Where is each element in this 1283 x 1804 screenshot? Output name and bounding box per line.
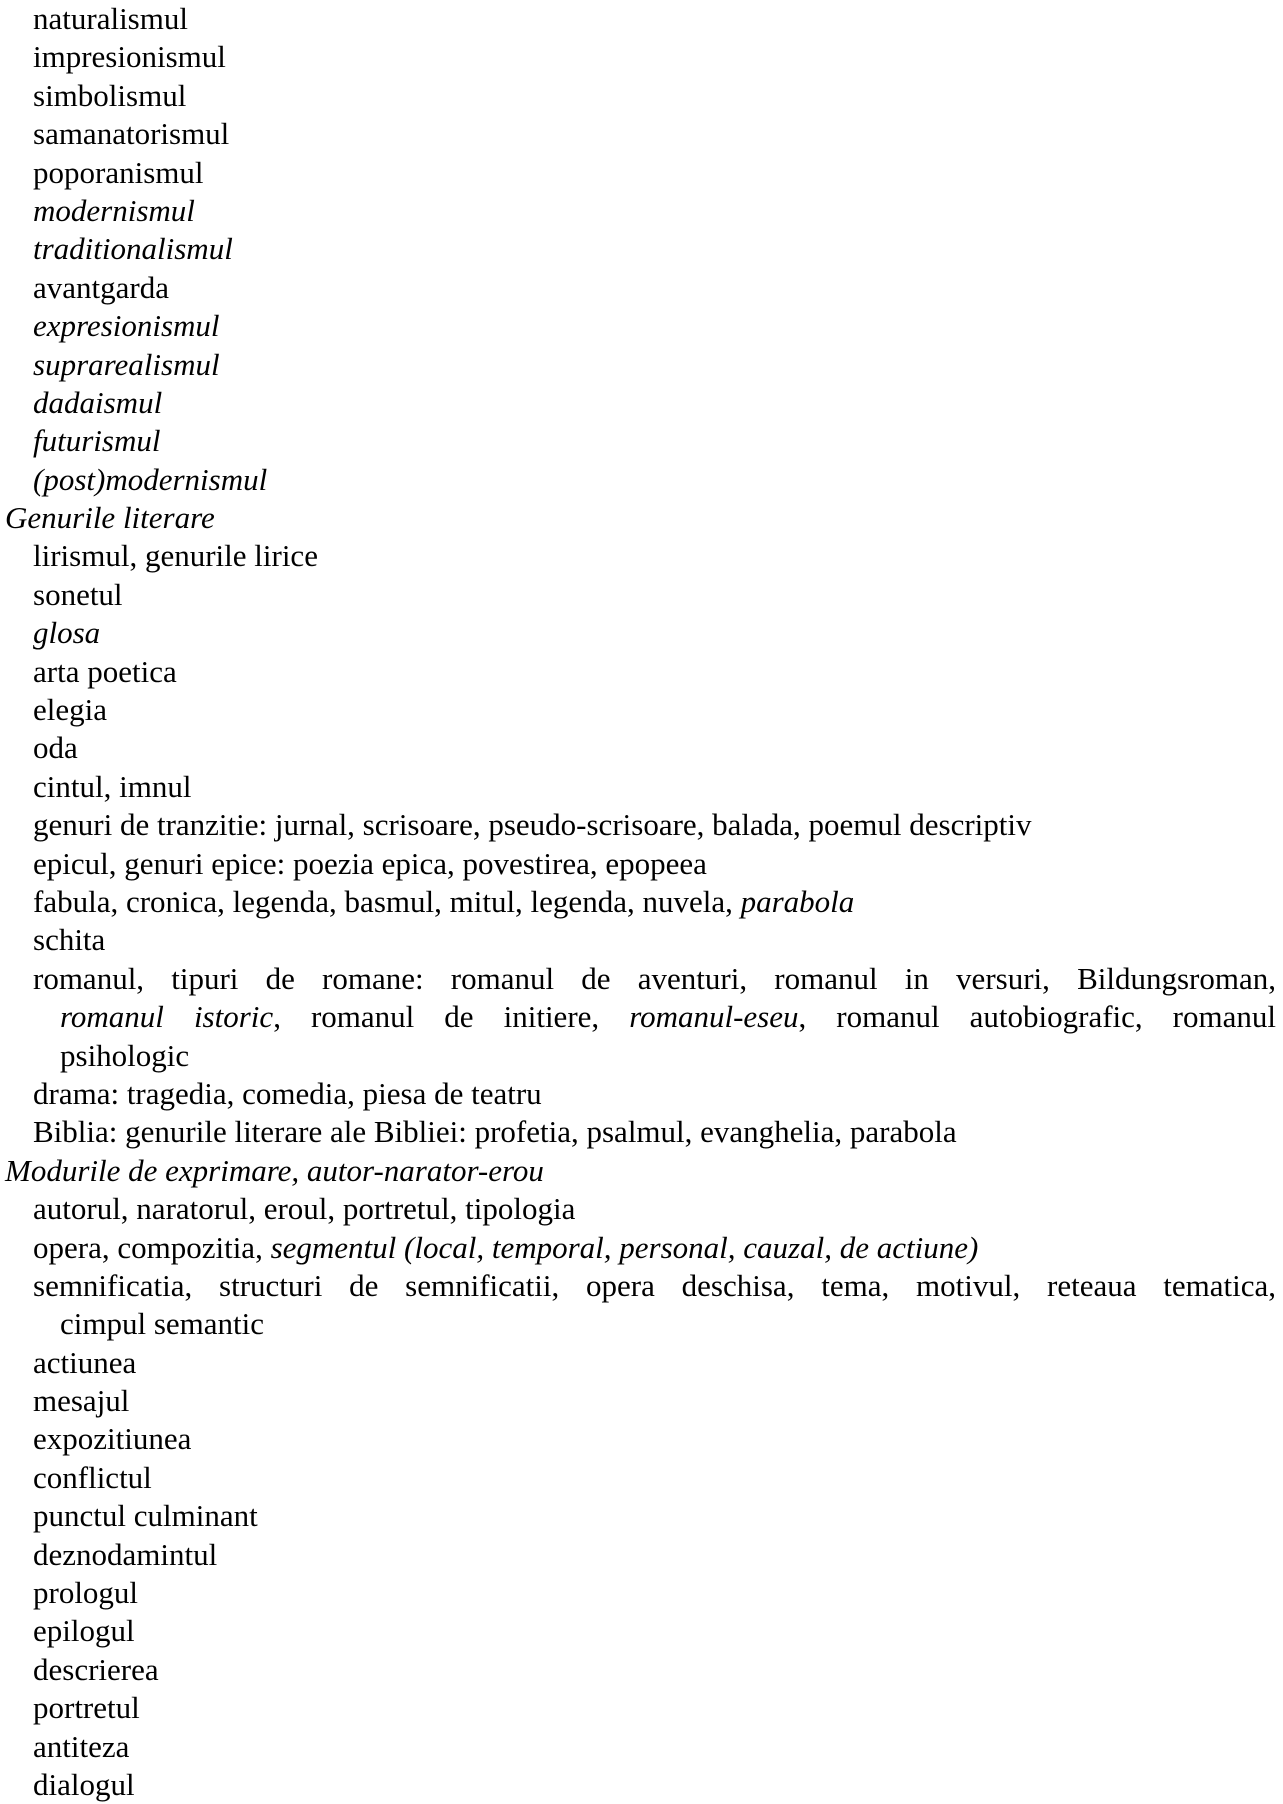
list-item: [0, 230, 1283, 268]
list-item: [0, 1344, 1283, 1382]
term-text: , romanul de initiere,: [273, 999, 630, 1035]
list-item: [0, 115, 1283, 153]
list-item: [0, 38, 1283, 76]
list-item: [0, 1651, 1283, 1689]
italic-term: futurismul: [33, 423, 161, 459]
italic-term: dadaismul: [33, 384, 163, 420]
term-text: actiunea: [33, 1344, 137, 1380]
term-text: samanatorismul: [33, 116, 230, 152]
term-text: fabula, cronica, legenda, basmul, mitul, legenda, nuvela,: [33, 883, 741, 919]
term-text: Biblia: genurile literare ale Bibliei: profetia, psalmul, evanghelia, parabola: [33, 1114, 957, 1150]
list-item: [0, 614, 1283, 652]
list-item: [0, 1459, 1283, 1497]
section-heading: [0, 499, 1283, 537]
list-item: [0, 346, 1283, 384]
list-item: [0, 0, 1283, 38]
term-text: avantgarda: [33, 269, 169, 305]
list-item: [0, 384, 1283, 422]
list-item: [0, 1075, 1283, 1113]
list-item: [0, 461, 1283, 499]
term-text: impresionismul: [33, 39, 226, 75]
term-text: deznodamintul: [33, 1536, 218, 1572]
list-item: [0, 537, 1283, 575]
list-item-continuation: [0, 1037, 1283, 1075]
term-text: arta poetica: [33, 653, 177, 689]
italic-term: romanul istoric: [60, 999, 274, 1035]
italic-term: traditionalismul: [33, 231, 233, 267]
list-item-continuation: [0, 1305, 1283, 1343]
term-text: semnificatia, structuri de semnificatii, opera deschisa, tema, motivul, reteaua tematica,: [33, 1267, 1276, 1303]
list-item: [0, 1382, 1283, 1420]
italic-term: (post)modernismul: [33, 461, 268, 497]
list-item: [0, 1612, 1283, 1650]
term-text: mesajul: [33, 1383, 130, 1419]
section-heading: [0, 1152, 1283, 1190]
list-item: [0, 576, 1283, 614]
term-text: lirismul, genurile lirice: [33, 538, 318, 574]
list-item: [0, 269, 1283, 307]
term-text: portretul: [33, 1690, 140, 1726]
term-text: genuri de tranzitie: jurnal, scrisoare, pseudo-scrisoare, balada, poemul descriptiv: [33, 807, 1032, 843]
italic-term: romanul-eseu: [629, 999, 799, 1035]
term-text: autorul, naratorul, eroul, portretul, tipologia: [33, 1191, 576, 1227]
italic-term: suprarealismul: [33, 346, 220, 382]
term-text: opera, compozitia,: [33, 1229, 271, 1265]
list-item: [0, 1229, 1283, 1267]
term-text: dialogul: [33, 1766, 135, 1802]
term-text: descrierea: [33, 1651, 159, 1687]
list-item: [0, 1766, 1283, 1804]
term-text: , romanul autobiografic, romanul: [798, 999, 1276, 1035]
list-item: [0, 1113, 1283, 1151]
term-text: prologul: [33, 1575, 139, 1611]
term-text: sonetul: [33, 576, 123, 612]
term-text: cintul, imnul: [33, 768, 192, 804]
list-item: [0, 691, 1283, 729]
term-text: simbolismul: [33, 77, 187, 113]
list-item: [0, 1267, 1283, 1305]
list-item: [0, 1689, 1283, 1727]
list-item: [0, 1190, 1283, 1228]
italic-term: expresionismul: [33, 308, 220, 344]
term-text: oda: [33, 730, 78, 766]
term-text: punctul culminant: [33, 1498, 258, 1534]
term-text: elegia: [33, 692, 108, 728]
list-item-continuation: [0, 998, 1283, 1036]
term-text: romanul, tipuri de romane: romanul de aventuri, romanul in versuri, Bildungsroman,: [33, 960, 1276, 996]
list-item: [0, 921, 1283, 959]
italic-term: segmentul (local, temporal, personal, cauzal, de actiune): [270, 1229, 979, 1265]
list-item: [0, 768, 1283, 806]
italic-term: modernismul: [33, 192, 195, 228]
list-item: [0, 653, 1283, 691]
list-item: [0, 1574, 1283, 1612]
list-item: [0, 1420, 1283, 1458]
italic-term: parabola: [740, 883, 855, 919]
term-text: drama: tragedia, comedia, piesa de teatru: [33, 1075, 542, 1111]
italic-term: glosa: [33, 615, 101, 651]
list-item: [0, 845, 1283, 883]
term-text: poporanismul: [33, 154, 204, 190]
list-item: [0, 1728, 1283, 1766]
term-text: epicul, genuri epice: poezia epica, povestirea, epopeea: [33, 845, 707, 881]
list-item: [0, 154, 1283, 192]
term-text: schita: [33, 922, 106, 958]
term-text: psihologic: [60, 1037, 190, 1073]
list-item: [0, 307, 1283, 345]
list-item: [0, 883, 1283, 921]
list-item: [0, 729, 1283, 767]
list-item: [0, 960, 1283, 998]
italic-term: Modurile de exprimare, autor-narator-erou: [5, 1152, 544, 1188]
list-item: [0, 1497, 1283, 1535]
term-text: conflictul: [33, 1459, 152, 1495]
list-item: [0, 806, 1283, 844]
term-text: cimpul semantic: [60, 1306, 265, 1342]
term-text: naturalismul: [33, 1, 188, 36]
term-text: epilogul: [33, 1613, 135, 1649]
list-item: [0, 77, 1283, 115]
list-item: [0, 422, 1283, 460]
term-text: expozitiunea: [33, 1421, 192, 1457]
list-item: [0, 1536, 1283, 1574]
list-item: [0, 192, 1283, 230]
italic-term: Genurile literare: [5, 500, 215, 536]
term-text: antiteza: [33, 1728, 130, 1764]
